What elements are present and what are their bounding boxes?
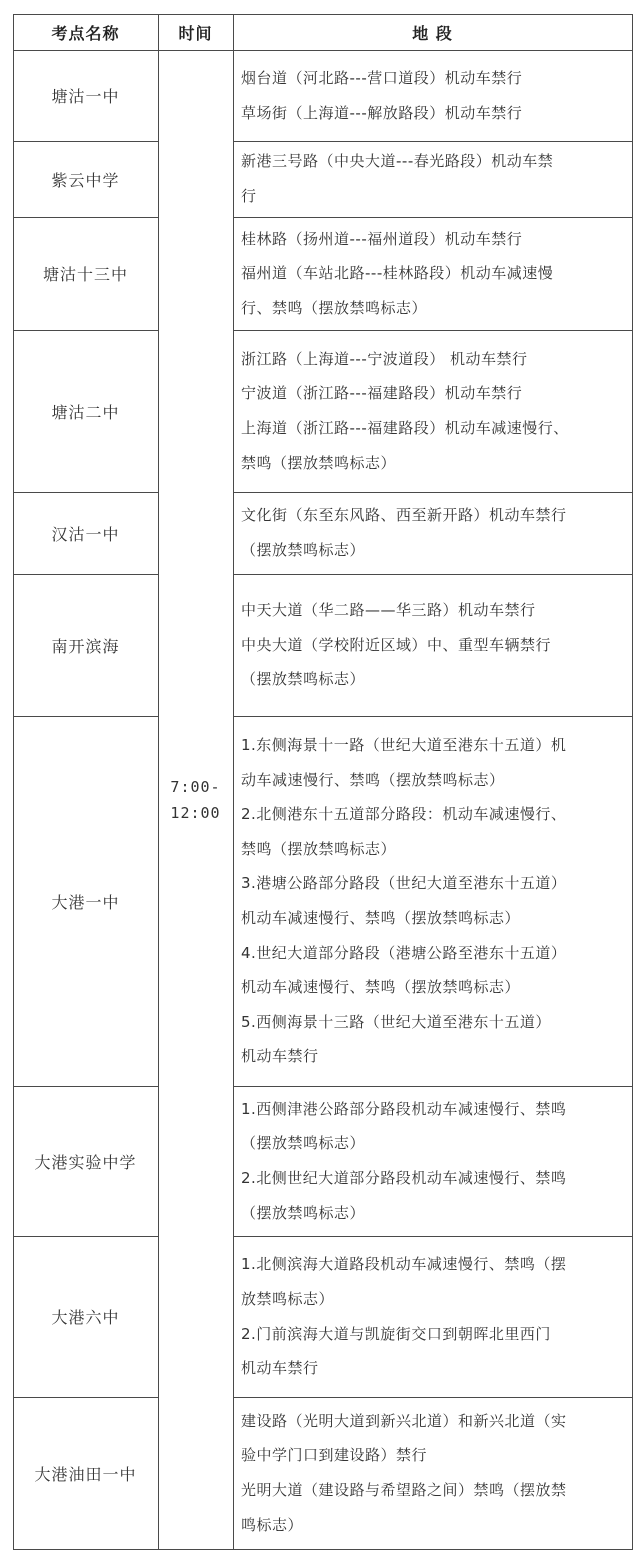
time-end: 12:00 (170, 804, 221, 822)
road-section-cell (233, 50, 632, 141)
road-section-line: 光明大道（建设路与希望路之间）禁鸣（摆放禁 (241, 1481, 567, 1499)
time-start: 7:00- (170, 778, 221, 796)
road-section-line: 新港三号路（中央大道---春光路段）机动车禁 (241, 152, 554, 171)
exam-site-name: 塘沽二中 (51, 402, 120, 422)
road-section-line: 浙江路（上海道---宁波道段） 机动车禁行 (241, 349, 528, 368)
road-section-cell (233, 492, 632, 574)
road-section-line: 中央大道（学校附近区域）中、重型车辆禁行 (241, 635, 552, 654)
road-section-line: 放禁鸣标志） (241, 1289, 335, 1308)
road-section-line: 桂林路（扬州道---福州道段）机动车禁行 (241, 229, 523, 248)
road-section-line: 2.北侧世纪大道部分路段机动车减速慢行、禁鸣 (241, 1169, 567, 1187)
road-section-line: 机动车禁行 (241, 1359, 319, 1378)
road-section-line: 1.西侧津港公路部分路段机动车减速慢行、禁鸣 (241, 1099, 567, 1118)
road-section-cell (233, 330, 632, 492)
road-section-line: 2.北侧港东十五道部分路段：机动车减速慢行、 (241, 805, 567, 824)
exam-site-name: 汉沽一中 (51, 524, 120, 544)
time-cell (158, 50, 233, 1550)
exam-site-name: 塘沽一中 (51, 87, 120, 106)
road-section-line: 5.西侧海景十三路（世纪大道至港东十五道） (241, 1012, 551, 1031)
road-section-cell (233, 574, 632, 716)
road-section-line: 文化街（东至东风路、西至新开路）机动车禁行 (241, 506, 567, 525)
header-exam-site: 考点名称 (51, 23, 120, 43)
road-section-line: （摆放禁鸣标志） (241, 541, 366, 559)
road-section-line: 验中学门口到建设路）禁行 (241, 1446, 428, 1465)
row-divider (13, 1549, 633, 1550)
road-section-line: 禁鸣（摆放禁鸣标志） (241, 839, 397, 858)
road-section-line: （摆放禁鸣标志） (241, 1134, 366, 1153)
exam-site-name: 大港油田一中 (34, 1464, 137, 1484)
row-divider (13, 14, 633, 15)
road-section-line: 烟台道（河北路---营口道段）机动车禁行 (241, 68, 523, 87)
road-section-line: 4.世纪大道部分路段（港塘公路至港东十五道） (241, 943, 567, 962)
road-section-line: 1.北侧滨海大道路段机动车减速慢行、禁鸣（摆 (241, 1255, 567, 1274)
exam-site-name: 大港一中 (51, 892, 120, 912)
road-section-cell (233, 1236, 632, 1397)
road-section-line: （摆放禁鸣标志） (241, 1203, 366, 1222)
road-section-line: 1.东侧海景十一路（世纪大道至港东十五道）机 (241, 736, 567, 755)
road-section-line: 禁鸣（摆放禁鸣标志） (241, 453, 397, 472)
exam-site-name: 紫云中学 (51, 170, 120, 190)
exam-site-name: 塘沽十三中 (42, 265, 128, 284)
road-section-line: 3.港塘公路部分路段（世纪大道至港东十五道） (241, 874, 567, 893)
road-section-line: 机动车减速慢行、禁鸣（摆放禁鸣标志） (241, 978, 521, 997)
exam-site-name: 大港六中 (51, 1308, 120, 1327)
road-section-line: 上海道（浙江路---福建路段）机动车减速慢行、 (241, 419, 569, 437)
header-road-section: 地 段 (412, 23, 453, 43)
exam-site-name: 大港实验中学 (34, 1152, 137, 1172)
road-section-line: 草场街（上海道---解放路段）机动车禁行 (241, 103, 523, 122)
road-section-line: 机动车减速慢行、禁鸣（摆放禁鸣标志） (241, 909, 521, 927)
column-divider (632, 14, 633, 1550)
header-time: 时间 (178, 23, 213, 43)
road-section-line: 行 (241, 187, 257, 205)
road-section-cell (233, 716, 632, 1086)
road-section-line: （摆放禁鸣标志） (241, 670, 366, 689)
road-section-line: 福州道（车站北路---桂林路段）机动车减速慢 (241, 264, 554, 283)
road-control-table (13, 14, 633, 1550)
column-divider (158, 14, 159, 1550)
road-section-line: 机动车禁行 (241, 1047, 319, 1066)
exam-site-name: 南开滨海 (51, 636, 120, 656)
road-section-line: 建设路（光明大道到新兴北道）和新兴北道（实 (241, 1411, 567, 1430)
road-section-line: 中天大道（华二路——华三路）机动车禁行 (241, 601, 536, 620)
road-section-cell (233, 141, 632, 217)
road-section-line: 鸣标志） (241, 1515, 304, 1534)
road-section-line: 动车减速慢行、禁鸣（摆放禁鸣标志） (241, 770, 505, 789)
road-section-cell (233, 1397, 632, 1549)
road-section-line: 宁波道（浙江路---福建路段）机动车禁行 (241, 384, 523, 403)
road-section-cell (233, 217, 632, 330)
road-section-line: 2.门前滨海大道与凯旋街交口到朝晖北里西门 (241, 1324, 551, 1343)
road-section-cell (233, 1086, 632, 1236)
road-section-line: 行、禁鸣（摆放禁鸣标志） (241, 298, 428, 317)
